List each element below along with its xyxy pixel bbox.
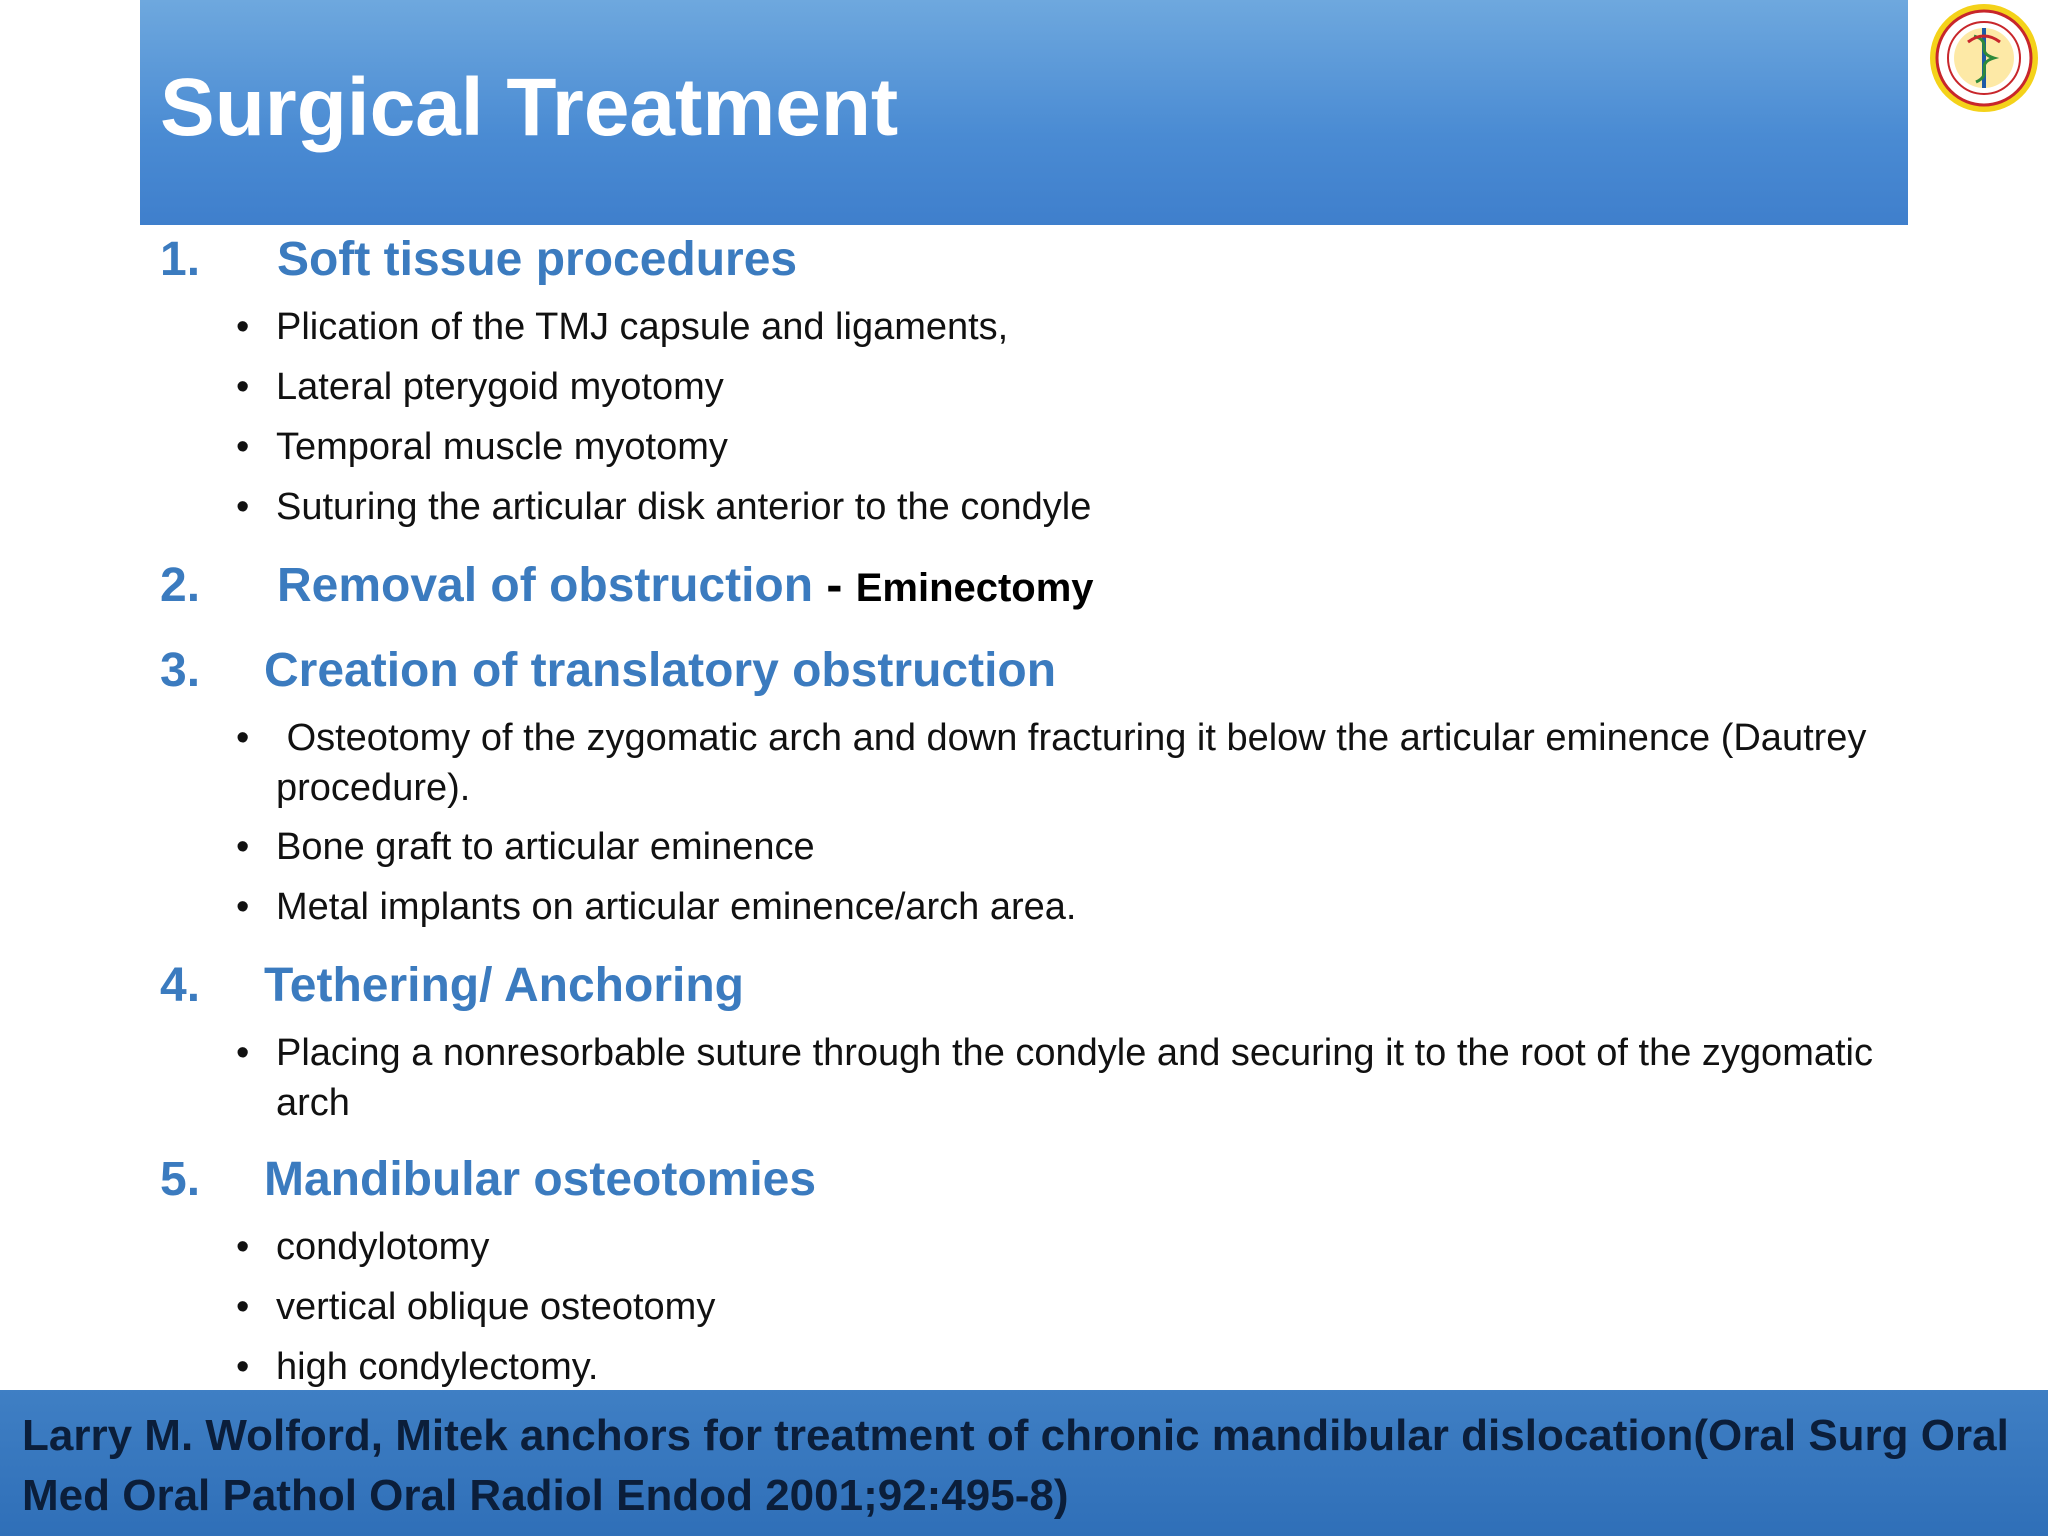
bullet-icon: • <box>236 486 250 528</box>
section-heading-5 <box>160 1152 817 1208</box>
section-title: Soft tissue procedures <box>277 233 798 286</box>
list-item-text: vertical oblique osteotomy <box>276 1286 716 1328</box>
list-item-text: Osteotomy of the zygomatic arch and down fracturing it below the articular eminence (Dautrey procedure). <box>276 717 1877 809</box>
section-title: Removal of obstruction <box>277 559 814 612</box>
list-item-text: condylotomy <box>276 1226 490 1268</box>
section-title: Tethering/ Anchoring <box>264 959 744 1012</box>
bullet-icon: • <box>236 306 250 348</box>
bullet-icon: • <box>236 717 250 759</box>
section-heading-2 <box>160 558 1094 614</box>
list-item-text: Plication of the TMJ capsule and ligaments, <box>276 306 1009 348</box>
bullet-icon: • <box>236 426 250 468</box>
list-item-text: Lateral pterygoid myotomy <box>276 366 724 408</box>
section-number: 1. <box>160 233 201 286</box>
list-item-text: Placing a nonresorbable suture through the condyle and securing it to the root of the zygomatic arch <box>276 1032 1873 1124</box>
citation-text: Larry M. Wolford, Mitek anchors for treatment of chronic mandibular dislocation(Oral Surg Oral Med Oral Pathol Oral Radiol Endod 2001;92:495-8) <box>22 1411 2009 1520</box>
list-item-text: high condylectomy. <box>276 1346 599 1388</box>
section-number: 2. <box>160 559 201 612</box>
slide-title: Surgical Treatment <box>160 62 899 153</box>
list-item-text: Suturing the articular disk anterior to the condyle <box>276 486 1092 528</box>
citation-footer <box>0 1390 2048 1536</box>
list-item-text: Bone graft to articular eminence <box>276 826 815 868</box>
bullet-icon: • <box>236 1346 250 1388</box>
title-separator: - <box>813 559 856 612</box>
bullet-icon: • <box>236 366 250 408</box>
section-number: 5. <box>160 1153 201 1206</box>
bullet-icon: • <box>236 886 250 928</box>
section-number: 4. <box>160 959 201 1012</box>
section-heading-1 <box>160 232 798 288</box>
section-heading-4 <box>160 958 744 1014</box>
bullet-icon: • <box>236 826 250 868</box>
list-item-text: Metal implants on articular eminence/arch area. <box>276 886 1077 928</box>
list-item-text: Temporal muscle myotomy <box>276 426 728 468</box>
section-number: 3. <box>160 644 201 697</box>
section-title: Creation of translatory obstruction <box>264 644 1057 697</box>
section-title-line <box>277 558 1094 616</box>
bullet-icon: • <box>236 1032 250 1074</box>
section-heading-3 <box>160 643 1057 699</box>
bullet-icon: • <box>236 1286 250 1328</box>
section-subtitle: Eminectomy <box>855 566 1094 610</box>
bullet-icon: • <box>236 1226 250 1268</box>
section-title: Mandibular osteotomies <box>264 1153 817 1206</box>
